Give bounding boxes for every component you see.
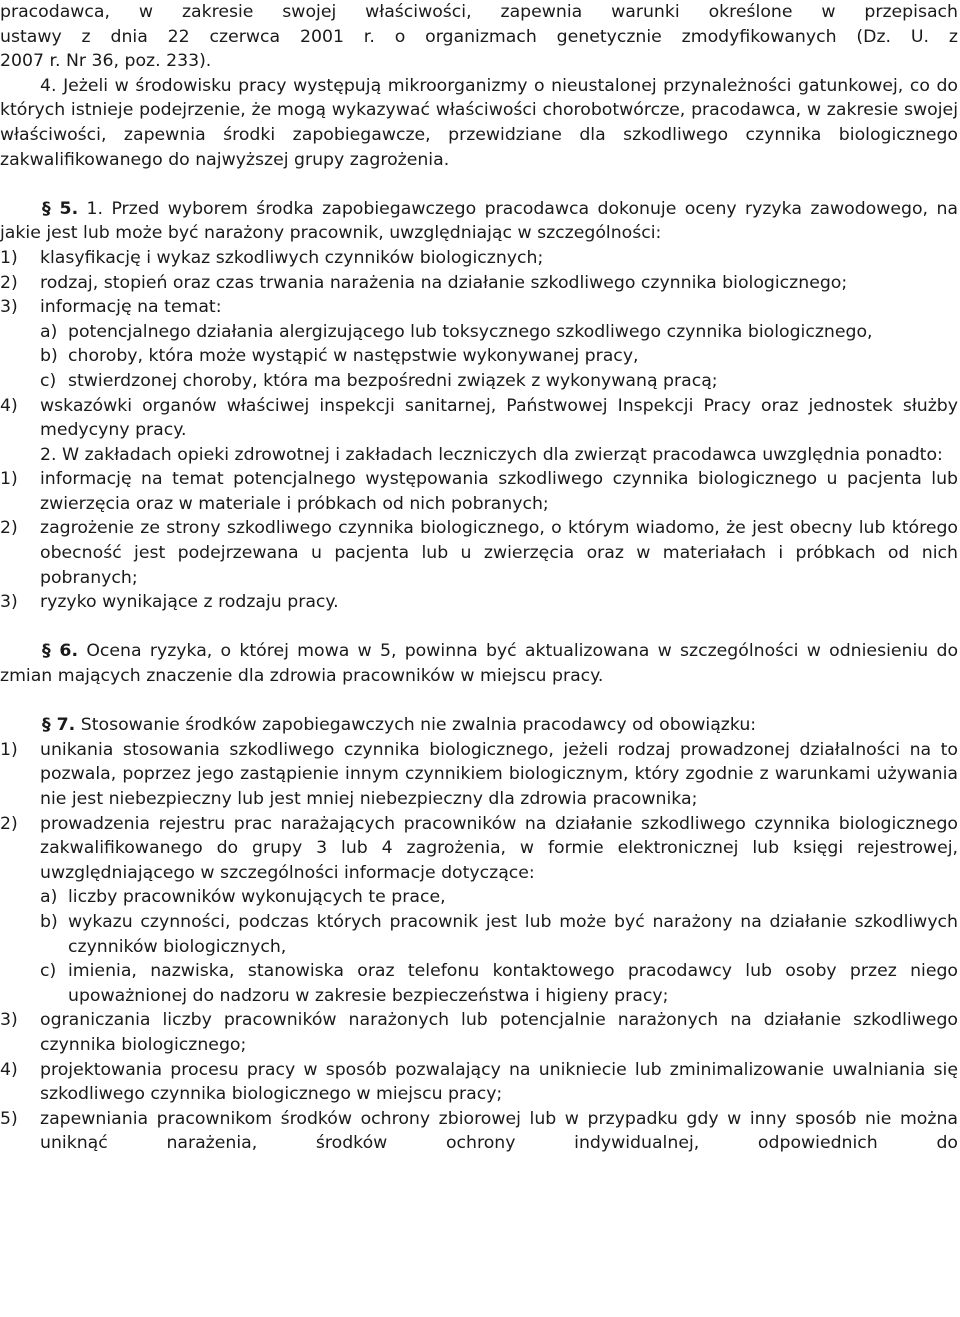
list-item: 4) projektowania procesu pracy w sposób pozwalający na unikniecie lub zminimalizowanie uwalniania się szkodliwego czynnika biologicznego w miejscu pracy; xyxy=(0,1059,958,1105)
list-item: 2) rodzaj, stopień oraz czas trwania narażenia na działanie szkodliwego czynnika biologicznego; xyxy=(0,272,848,293)
section-5-heading: § 5. xyxy=(42,198,79,219)
section-5-intro xyxy=(0,197,958,246)
section-5-text-2: W zakładach opieki zdrowotnej i zakładach leczniczych dla zwierząt pracodawca uwzględnia ponadto: xyxy=(62,444,943,465)
section-7-heading: § 7. xyxy=(42,715,76,736)
sub-list-item: b) choroby, która może wystąpić w następstwie wykonywanej pracy, xyxy=(40,346,639,367)
section-5-number-1: 1. xyxy=(86,198,104,219)
section-7-list xyxy=(0,738,958,1156)
sub-list-item: c) stwierdzonej choroby, która ma bezpośredni związek z wykonywaną pracą; xyxy=(40,370,718,391)
section-6-heading: § 6. xyxy=(42,641,79,662)
section-7-text: Stosowanie środków zapobiegawczych nie zwalnia pracodawcy od obowiązku: xyxy=(80,715,757,736)
intro-line-3: 2007 r. Nr 36, poz. 233). xyxy=(0,51,212,72)
list-item: 2) zagrożenie ze strony szkodliwego czynnika biologicznego, o którym wiadomo, że jest obecny lub którego obecność jest podejrzewana u pacjenta lub u zwierzęcia oraz w materiałach i próbkach od nich pobranych; xyxy=(0,518,958,588)
section-5-list-1 xyxy=(0,246,958,443)
list-item: 3) ryzyko wynikające z rodzaju pracy. xyxy=(0,592,339,613)
sub-list-item: a) liczby pracowników wykonujących te prace, xyxy=(40,887,446,908)
list-item: 5) zapewniania pracownikom środków ochrony zbiorowej lub w przypadku gdy w inny sposób nie można uniknąć narażenia, środków ochrony indywidualnej, odpowiednich do xyxy=(0,1108,958,1154)
sub-list-item: b) wykazu czynności, podczas których pracownik jest lub może być narażony na działanie szkodliwych czynników biologicznych, xyxy=(40,911,958,957)
section-5-text-1: Przed wyborem środka zapobiegawczego pracodawca dokonuje oceny ryzyka zawodowego, na jakie jest lub może być narażony pracownik, uwzględniając w szczególności: xyxy=(0,198,958,244)
sub-list-item: a) potencjalnego działania alergizującego lub toksycznego szkodliwego czynnika biologicznego, xyxy=(40,321,873,342)
list-item: 3) informację na temat: xyxy=(0,297,222,318)
sub-list-item: c) imienia, nazwiska, stanowiska oraz telefonu kontaktowego pracodawcy lub osoby przez niego upoważnionej do nadzoru w zakresie bezpieczeństwa i higieny pracy; xyxy=(40,961,958,1006)
section-5-number-2: 2. xyxy=(40,444,57,465)
intro-line-2: ustawy z dnia 22 czerwca 2001 r. o organizmach genetycznie zmodyfikowanych (Dz. U. z xyxy=(0,26,958,47)
list-item: 1) informację na temat potencjalnego występowania szkodliwego czynnika biologicznego u pacjenta lub zwierzęcia oraz w materiale i próbkach od nich pobranych; xyxy=(0,469,958,514)
paragraph-4 xyxy=(0,74,958,172)
section-5-point-2 xyxy=(0,443,958,468)
list-item: 2) prowadzenia rejestru prac narażających pracowników na działanie szkodliwego czynnika biologicznego zakwalifikowanego do grupy 3 lub 4 zagrożenia, w formie elektronicznej lub księgi rejestrowej, uwzględniającego w szczególności informacje dotyczące: xyxy=(0,813,958,883)
section-6-text: Ocena ryzyka, o której mowa w 5, powinna być aktualizowana w szczególności w odniesieniu do zmian mających znaczenie dla zdrowia pracowników w miejscu pracy. xyxy=(0,641,959,687)
section-6 xyxy=(0,639,958,688)
intro-line-1: pracodawca, w zakresie swojej właściwości, zapewnia warunki określone w przepisach xyxy=(0,2,958,22)
list-item: 4) wskazówki organów właściwej inspekcji sanitarnej, Państwowej Inspekcji Pracy oraz jednostek służby medycyny pracy. xyxy=(0,395,958,441)
section-7-intro xyxy=(0,713,958,738)
list-item: 3) ograniczania liczby pracowników narażonych lub potencjalnie narażonych na działanie szkodliwego czynnika biologicznego; xyxy=(0,1010,958,1055)
paragraph-4-number: 4. xyxy=(40,75,57,96)
list-item: 1) unikania stosowania szkodliwego czynnika biologicznego, jeżeli rodzaj prowadzonej działalności na to pozwala, poprzez jego zastąpienie innym czynnikiem biologicznym, który zgodnie z warunkami używania nie jest niebezpieczny lub jest mniej niebezpieczny dla zdrowia pracownika; xyxy=(0,739,958,809)
paragraph-4-text: Jeżeli w środowisku pracy występują mikroorganizmy o nieustalonej przynależności gatunkowej, co do których istnieje podejrzenie, że mogą wykazywać właściwości chorobotwórcze, pracodawca, w zakresie swojej właściwości, zapewnia środki zapobiegawcze, przewidziane dla szkodliwego czynnika biologicznego zakwalifikowanego do najwyższej grupy zagrożenia. xyxy=(0,75,958,170)
intro-paragraph xyxy=(0,0,958,74)
section-5-list-2 xyxy=(0,467,958,615)
list-item: 1) klasyfikację i wykaz szkodliwych czynników biologicznych; xyxy=(0,247,544,268)
